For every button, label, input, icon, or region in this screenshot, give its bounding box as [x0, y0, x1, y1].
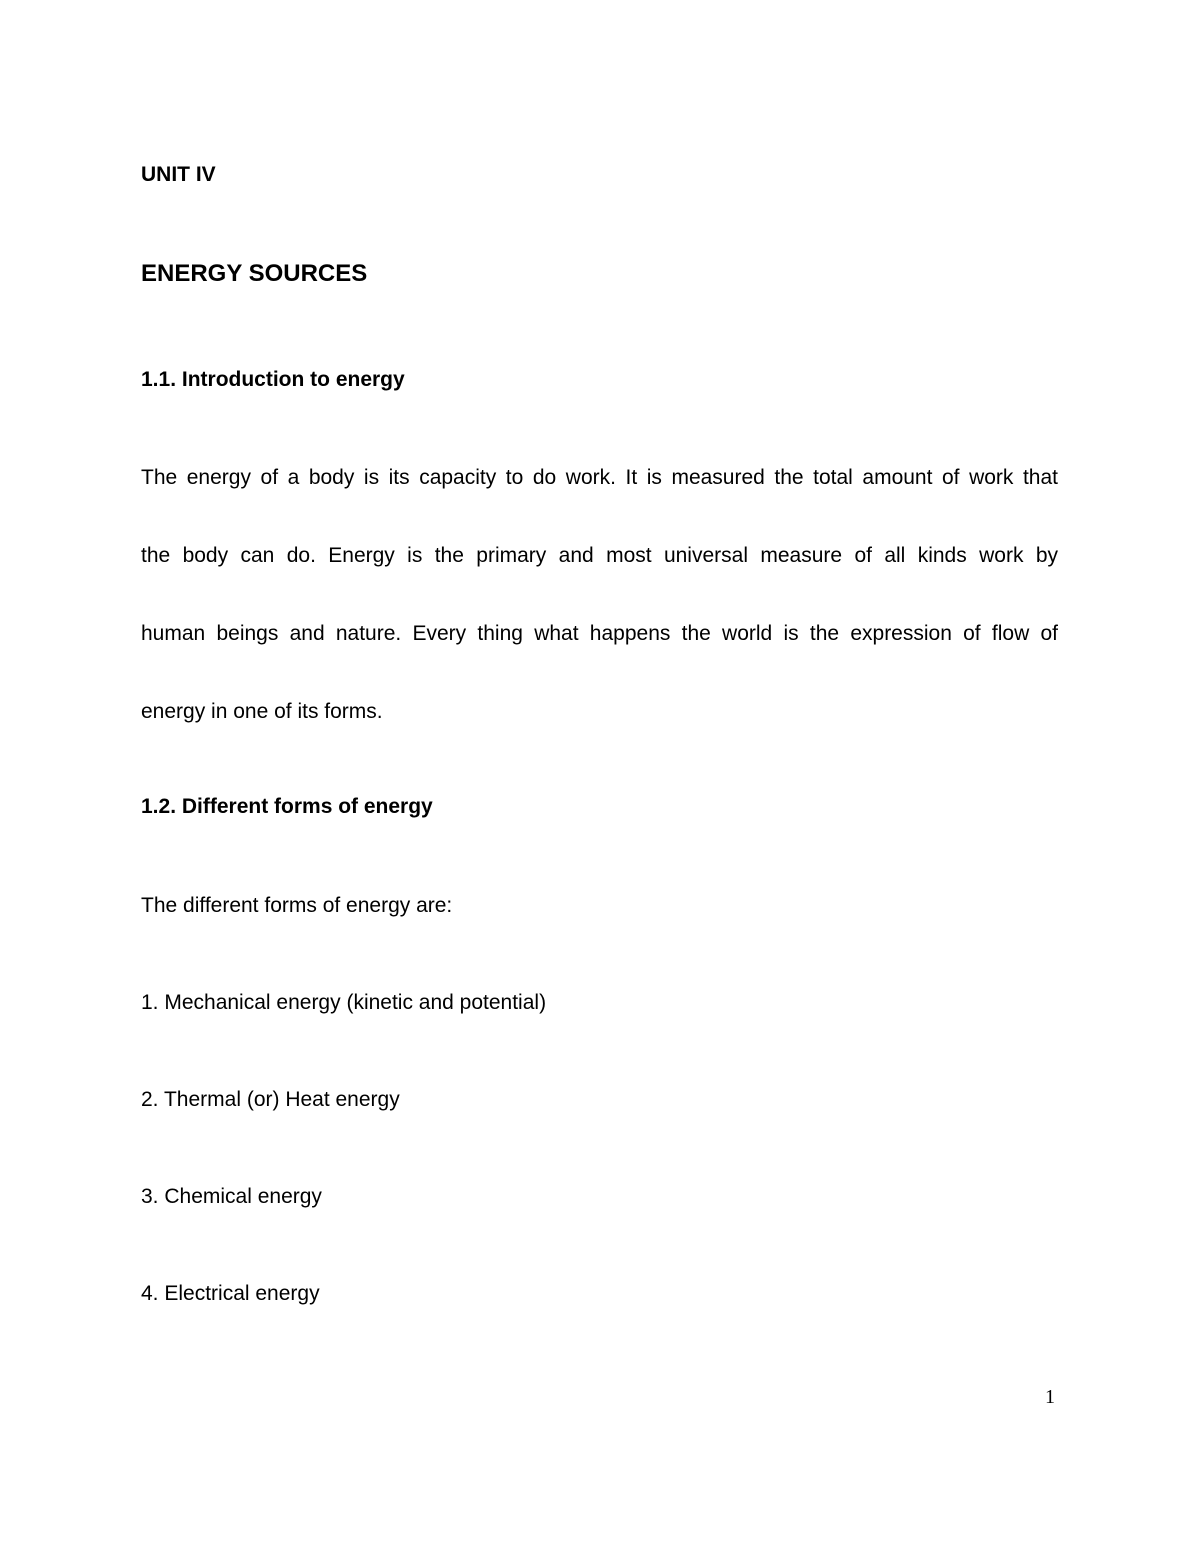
paragraph-line: human beings and nature. Every thing what happens the world is the expression of flow of	[141, 622, 1058, 645]
paragraph-line: the body can do. Energy is the primary and most universal measure of all kinds work by	[141, 544, 1058, 567]
section-heading-forms: 1.2. Different forms of energy	[141, 795, 433, 818]
paragraph-line: energy in one of its forms.	[141, 700, 383, 723]
list-item: 4. Electrical energy	[141, 1282, 320, 1305]
list-item: 1. Mechanical energy (kinetic and potential)	[141, 991, 547, 1014]
paragraph-line: The energy of a body is its capacity to do work. It is measured the total amount of work that	[141, 466, 1058, 489]
section-heading-introduction: 1.1. Introduction to energy	[141, 368, 405, 391]
page-title: ENERGY SOURCES	[141, 260, 368, 287]
page-number: 1	[1045, 1386, 1055, 1408]
list-intro: The different forms of energy are:	[141, 894, 453, 917]
unit-label: UNIT IV	[141, 163, 216, 186]
list-item: 2. Thermal (or) Heat energy	[141, 1088, 400, 1111]
list-item: 3. Chemical energy	[141, 1185, 322, 1208]
